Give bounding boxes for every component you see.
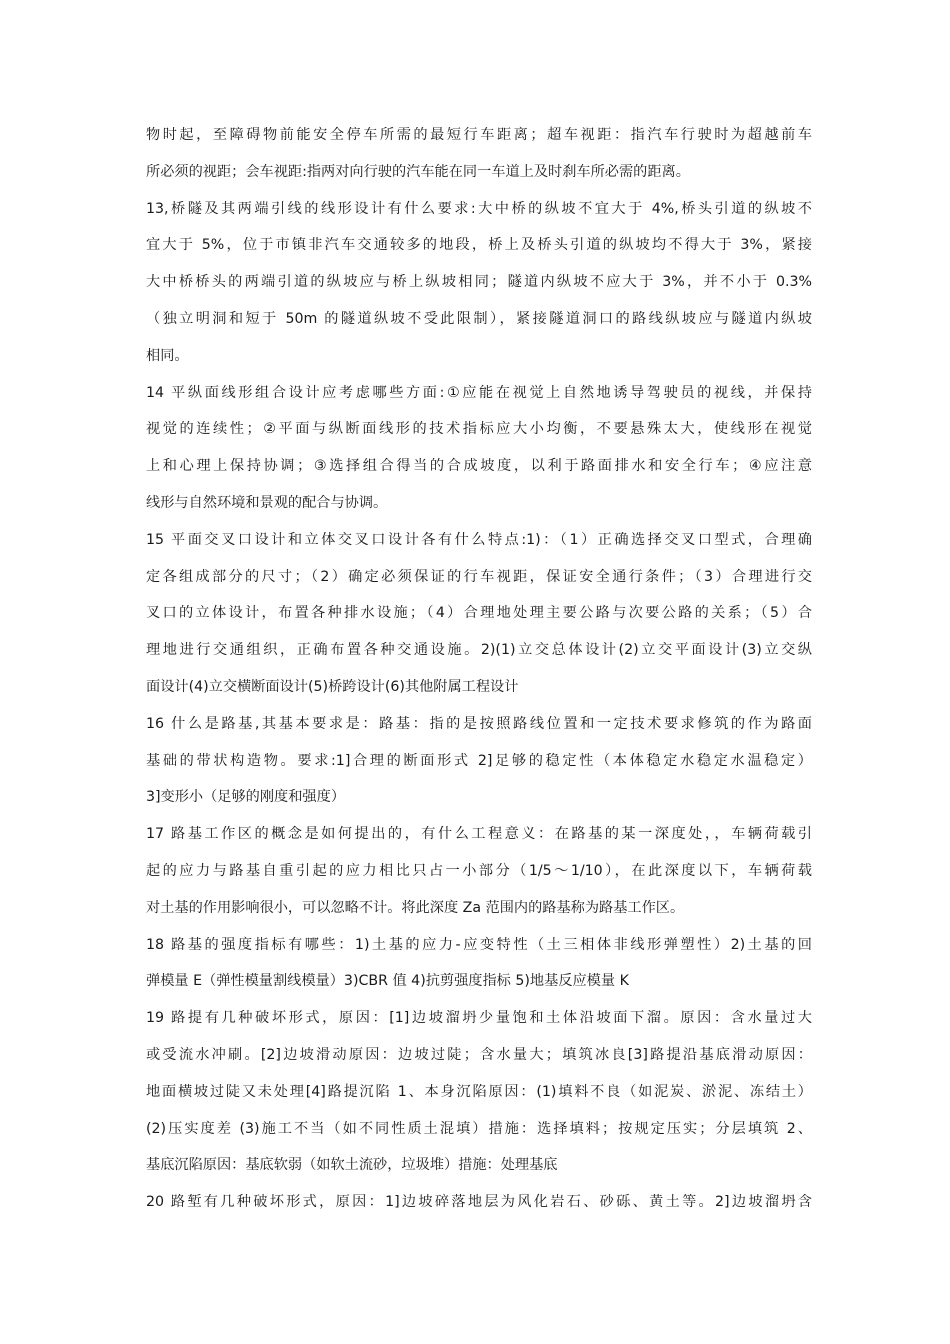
- paragraph-continued: [146, 117, 812, 191]
- text-line: 或受流水冲刷。[2]边坡滑动原因：边坡过陡；含水量大；填筑冰良[3]路提沿基底滑动原因：: [146, 1046, 812, 1063]
- text-line: 大中桥桥头的两端引道的纵坡应与桥上纵坡相同；隧道内纵坡不应大于 3%，并不小于 0.3%: [146, 274, 812, 291]
- paragraph-16: [146, 706, 812, 816]
- text-line: 基底沉陷原因：基底软弱（如软土流砂，垃圾堆）措施：处理基底: [146, 1157, 558, 1174]
- paragraph-18: [146, 927, 812, 1001]
- text-line: 所必须的视距；会车视距:指两对向行驶的汽车能在同一车道上及时刹车所必需的距离。: [146, 163, 690, 180]
- paragraph-17: [146, 816, 812, 926]
- text-line: 物时起，至障碍物前能安全停车所需的最短行车距离；超车视距：指汽车行驶时为超越前车: [146, 127, 812, 143]
- text-line: 13,桥隧及其两端引线的线形设计有什么要求:大中桥的纵坡不宜大于 4%,桥头引道的纵坡不: [146, 200, 812, 217]
- text-line: 线形与自然环境和景观的配合与协调。: [146, 494, 388, 511]
- text-line: 对土基的作用影响很小，可以忽略不计。将此深度 Za 范围内的路基称为路基工作区。: [146, 899, 685, 916]
- paragraph-15: [146, 522, 812, 706]
- text-line: 基础的带状构造物。要求:1]合理的断面形式 2]足够的稳定性（本体稳定水稳定水温稳定）: [146, 752, 812, 769]
- text-line: 理地进行交通组织，正确布置各种交通设施。2)(1)立交总体设计(2)立交平面设计(3)立交纵: [146, 642, 812, 659]
- text-line: 15 平面交叉口设计和立体交叉口设计各有什么特点:1)：（1）正确选择交叉口型式，合理确: [146, 531, 812, 548]
- text-line: 16 什么是路基,其基本要求是：路基：指的是按照路线位置和一定技术要求修筑的作为路面: [146, 715, 812, 732]
- text-line: 面设计(4)立交横断面设计(5)桥跨设计(6)其他附属工程设计: [146, 678, 519, 695]
- document-body: [146, 117, 812, 1221]
- text-line: 定各组成部分的尺寸；（2）确定必须保证的行车视距，保证安全通行条件；（3）合理进行交: [146, 568, 812, 585]
- paragraph-20: [146, 1184, 812, 1221]
- text-line: 18 路基的强度指标有哪些：1)土基的应力-应变特性（土三相体非线形弹塑性）2)土基的回: [146, 936, 812, 953]
- text-line: 14 平纵面线形组合设计应考虑哪些方面:①应能在视觉上自然地诱导驾驶员的视线，并保持: [146, 384, 812, 401]
- text-line: 弹模量 E（弹性模量割线模量）3)CBR 值 4)抗剪强度指标 5)地基反应模量 K: [146, 973, 629, 990]
- text-line: 相同。: [146, 347, 189, 364]
- text-line: 视觉的连续性；②平面与纵断面线形的技术指标应大小均衡，不要悬殊太大，使线形在视觉: [146, 421, 812, 438]
- text-line: （独立明洞和短于 50m 的隧道纵坡不受此限制），紧接隧道洞口的路线纵坡应与隧道内纵坡: [146, 310, 812, 327]
- text-line: 上和心理上保持协调；③选择组合得当的合成坡度，以利于路面排水和安全行车；④应注意: [146, 458, 812, 475]
- text-line: 叉口的立体设计，布置各种排水设施；（4）合理地处理主要公路与次要公路的关系；（5）合: [146, 605, 812, 622]
- paragraph-13: [146, 191, 812, 375]
- paragraph-19: [146, 1000, 812, 1184]
- text-line: 起的应力与路基自重引起的应力相比只占一小部分（1/5～1/10），在此深度以下，车辆荷载: [146, 862, 812, 879]
- text-line: 地面横坡过陡又未处理[4]路提沉陷 1、本身沉陷原因：(1)填料不良（如泥炭、淤泥、冻结土）: [146, 1083, 812, 1100]
- text-line: (2)压实度差 (3)施工不当（如不同性质土混填）措施：选择填料；按规定压实；分层填筑 2、: [146, 1120, 812, 1137]
- text-line: 17 路基工作区的概念是如何提出的，有什么工程意义：在路基的某一深度处，，车辆荷载引: [146, 826, 812, 843]
- text-line: 3]变形小（足够的刚度和强度）: [146, 789, 346, 806]
- text-line: 19 路提有几种破坏形式，原因：[1]边坡溜坍少量饱和土体沿坡面下溜。原因：含水量过大: [146, 1010, 812, 1027]
- paragraph-14: [146, 375, 812, 522]
- text-line: 20 路堑有几种破坏形式，原因：1]边坡碎落地层为风化岩石、砂砾、黄土等。2]边坡溜坍含: [146, 1194, 812, 1211]
- text-line: 宜大于 5%，位于市镇非汽车交通较多的地段，桥上及桥头引道的纵坡均不得大于 3%，紧接: [146, 237, 812, 254]
